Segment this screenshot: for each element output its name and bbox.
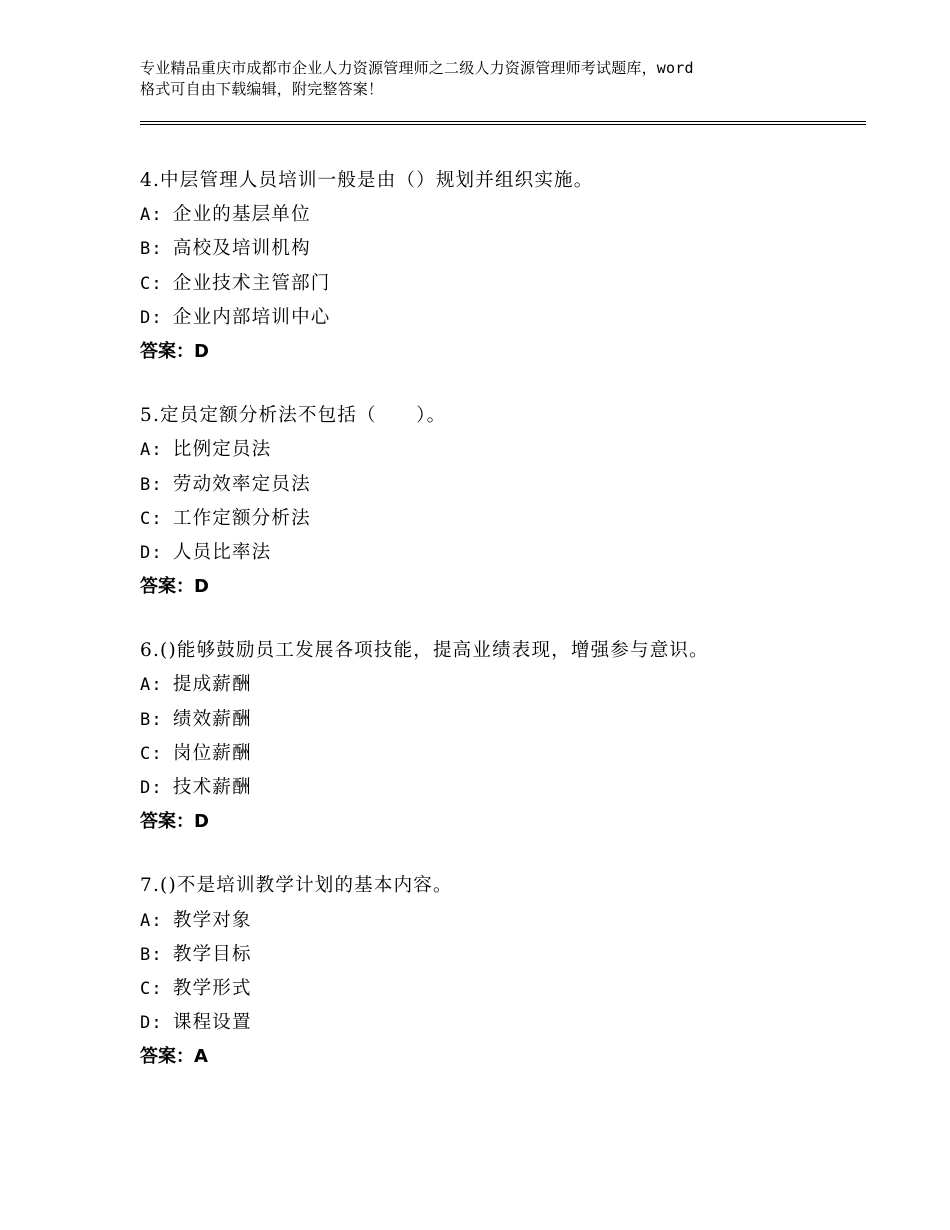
- option-text: 教学形式: [172, 977, 252, 999]
- option-c: [140, 737, 866, 771]
- option-text: 技术薪酬: [172, 777, 252, 798]
- option-text: 绩效薪酬: [172, 708, 252, 730]
- option-text: 教学目标: [172, 943, 252, 965]
- option-a: [140, 433, 866, 467]
- option-letter: B:: [140, 709, 163, 730]
- question-6: [140, 634, 866, 839]
- option-letter: D:: [140, 1013, 163, 1034]
- question-4: [140, 164, 866, 369]
- option-text: 岗位薪酬: [172, 742, 252, 764]
- option-a: [140, 198, 866, 232]
- header-line-2: 格式可自由下载编辑，附完整答案！: [140, 80, 384, 98]
- option-letter: B:: [140, 239, 163, 260]
- answer-line: 答案：D: [140, 340, 209, 362]
- option-letter: C:: [140, 273, 163, 294]
- option-d: [140, 1006, 866, 1040]
- option-text: 工作定额分析法: [172, 507, 311, 529]
- option-letter: D:: [140, 778, 163, 798]
- header-divider-top: [140, 121, 866, 122]
- answer-line: 答案：A: [140, 1046, 208, 1068]
- option-a: [140, 668, 866, 702]
- option-letter: A:: [140, 440, 163, 461]
- option-letter: D:: [140, 307, 163, 328]
- option-c: [140, 267, 866, 301]
- option-d: [140, 771, 866, 805]
- answer-line: 答案：D: [140, 811, 209, 833]
- option-b: [140, 232, 866, 266]
- question-stem: 7.()不是培训教学计划的基本内容。: [140, 875, 453, 897]
- option-text: 劳动效率定员法: [172, 473, 311, 495]
- option-b: [140, 938, 866, 972]
- option-text: 提成薪酬: [172, 674, 252, 696]
- option-b: [140, 468, 866, 502]
- option-letter: B:: [140, 474, 163, 495]
- option-text: 企业内部培训中心: [172, 306, 331, 328]
- question-7: [140, 869, 866, 1074]
- question-5: [140, 399, 866, 604]
- option-text: 教学对象: [172, 909, 252, 931]
- option-text: 课程设置: [172, 1012, 252, 1034]
- option-b: [140, 703, 866, 737]
- option-c: [140, 972, 866, 1006]
- option-letter: A:: [140, 675, 163, 696]
- option-letter: B:: [140, 944, 163, 965]
- option-text: 高校及培训机构: [172, 238, 311, 260]
- answer-line: 答案：D: [140, 576, 209, 598]
- question-list: [140, 164, 866, 1105]
- option-letter: A:: [140, 205, 163, 226]
- option-text: 企业的基层单位: [172, 204, 311, 226]
- option-text: 比例定员法: [172, 439, 272, 461]
- option-letter: C:: [140, 743, 163, 764]
- option-text: 人员比率法: [172, 541, 272, 563]
- option-letter: A:: [140, 910, 163, 931]
- option-letter: C:: [140, 978, 163, 999]
- header-line-1: 专业精品重庆市成都市企业人力资源管理师之二级人力资源管理师考试题库，word: [140, 59, 694, 77]
- question-stem: 5.定员定额分析法不包括（ ）。: [140, 405, 447, 427]
- document-header: [140, 58, 840, 100]
- option-c: [140, 502, 866, 536]
- option-letter: C:: [140, 508, 163, 529]
- option-d: [140, 301, 866, 335]
- header-divider-bottom: [140, 124, 866, 125]
- option-d: [140, 536, 866, 570]
- option-text: 企业技术主管部门: [172, 272, 331, 294]
- option-a: [140, 904, 866, 938]
- question-stem: 4.中层管理人员培训一般是由（）规划并组织实施。: [140, 170, 594, 191]
- question-stem: 6.()能够鼓励员工发展各项技能，提高业绩表现，增强参与意识。: [140, 640, 709, 662]
- option-letter: D:: [140, 542, 163, 563]
